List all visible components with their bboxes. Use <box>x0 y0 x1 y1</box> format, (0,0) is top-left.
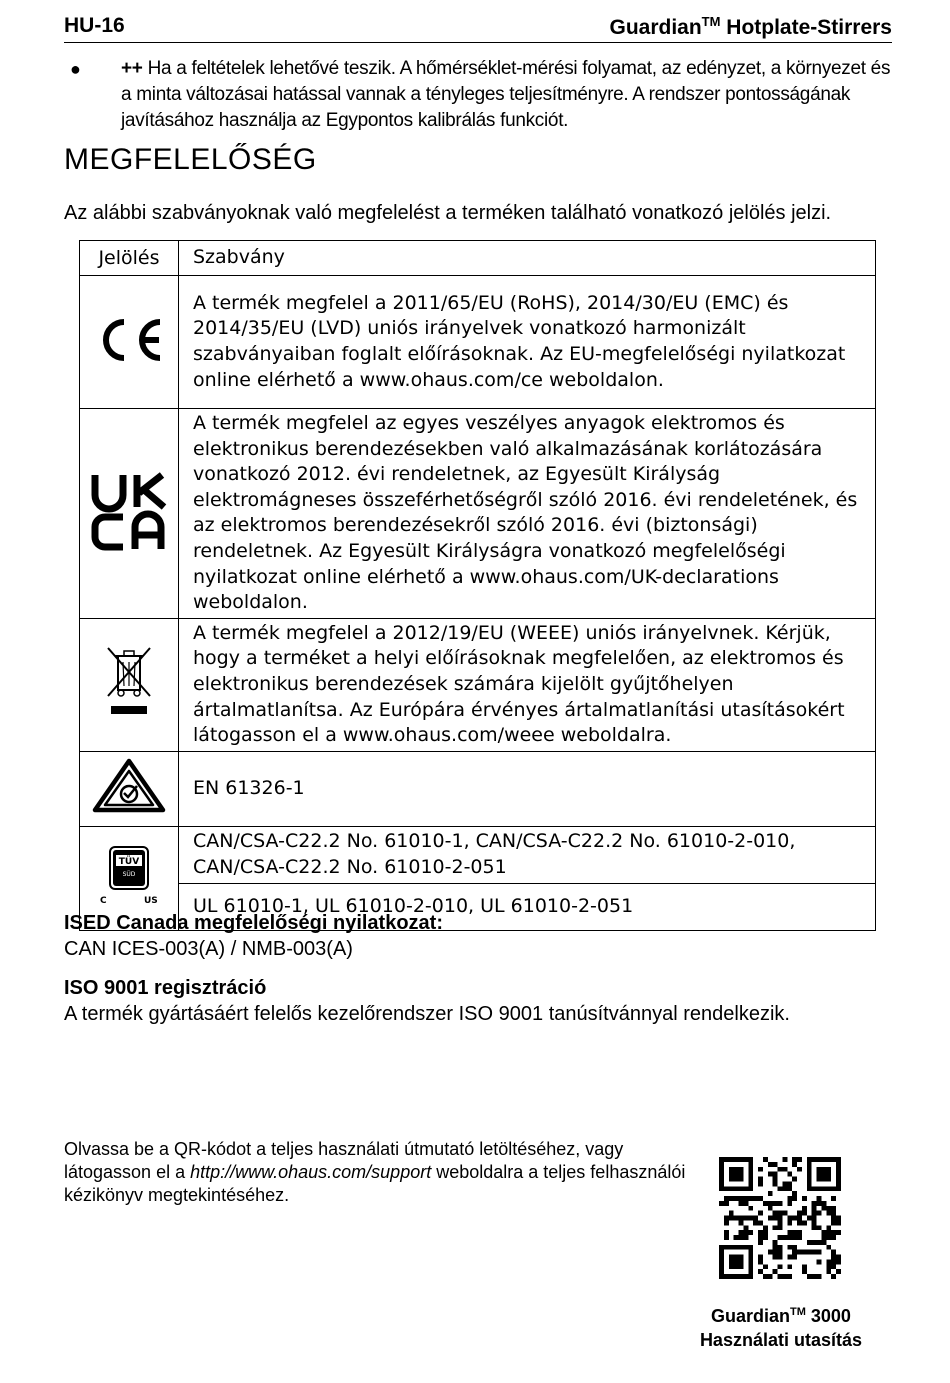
header-trademark: TM <box>701 14 721 29</box>
note-body: Ha a feltételek lehetővé teszik. A hőmérséklet-mérési folyamat, az edényzet, a környezet és a minta változásai hatással vannak a tényleges teljesítményre. A rendszer pontosságának javításához használja az Egypontos kalibrálás funkciót. <box>121 58 891 131</box>
iso-title: ISO 9001 regisztráció <box>64 977 267 999</box>
table-row <box>80 751 876 826</box>
page-code: HU-16 <box>64 14 125 37</box>
ised-title: ISED Canada megfelelőségi nyilatkozat: <box>64 912 443 934</box>
table-row <box>80 409 876 619</box>
weee-bin-icon <box>104 646 154 718</box>
compliance-table <box>79 240 876 931</box>
footer-trademark: TM <box>790 1306 806 1318</box>
tuv-c-label: C <box>100 895 107 906</box>
footer-subtitle: Használati utasítás <box>699 1330 862 1350</box>
table-row <box>80 618 876 751</box>
qr-code-icon[interactable] <box>719 1157 841 1279</box>
tuv-sub-label: SÜD <box>122 870 136 878</box>
note-marker: ++ <box>121 58 143 79</box>
footer-product-name: Guardian <box>710 1306 790 1326</box>
table-header-row <box>80 241 876 276</box>
bullet-dot: ● <box>70 59 81 79</box>
rcm-mark-icon <box>91 758 167 814</box>
qr-text-before: Olvassa be a QR-kódot a teljes használati útmutató letöltéséhez, vagy látogasson el a <box>64 1139 624 1182</box>
footer-title <box>700 1300 862 1352</box>
section-intro: Az alábbi szabványoknak való megfelelést a terméken található vonatkozó jelölés jelzi. <box>64 202 832 224</box>
support-link[interactable]: http://www.ohaus.com/support <box>190 1162 432 1182</box>
col-header-standard: Szabvány <box>179 241 876 276</box>
rcm-mark-cell <box>80 751 179 826</box>
ukca-mark-icon <box>89 471 169 551</box>
qr-instructions <box>64 1138 704 1207</box>
footer-model: 3000 <box>805 1306 851 1326</box>
rcm-standard-text: EN 61326-1 <box>179 751 876 826</box>
header-product-suffix: Hotplate-Stirrers <box>720 16 892 39</box>
section-title: MEGFELELŐSÉG <box>64 143 317 176</box>
ce-mark-icon <box>93 316 165 364</box>
ukca-standard-text: A termék megfelel az egyes veszélyes anyagok elektromos és elektronikus berendezésekben való alkalmazásának korlátozására vonatkozó 2012. évi rendeletnek, az Egyesült Királyság elektromágneses összeférhetőségről szóló 2016. évi rendeletének, és az elektromos berendezésekről szóló 2016. évi (biztonsági) rendeletnek. Az Egyesült Királyságra vonatkozó megfelelőségi nyilatkozat online elérhető a www.ohaus.com/UK-declarations weboldalon. <box>179 409 876 619</box>
tuv-us-label: US <box>144 895 158 906</box>
table-row <box>80 276 876 409</box>
col-header-mark: Jelölés <box>80 241 179 276</box>
note-text <box>121 56 891 134</box>
table-row <box>80 826 876 883</box>
weee-mark-cell <box>80 618 179 751</box>
csa-standard-text: CAN/CSA-C22.2 No. 61010-1, CAN/CSA-C22.2 No. 61010-2-010, CAN/CSA-C22.2 No. 61010-2-051 <box>179 826 876 883</box>
ce-mark-cell <box>80 276 179 409</box>
header-product-name: Guardian <box>609 16 702 39</box>
ul-standard-text: UL 61010-1, UL 61010-2-010, UL 61010-2-051 <box>179 883 876 930</box>
ukca-mark-cell <box>80 409 179 619</box>
header-product-title <box>609 14 892 40</box>
ised-text: CAN ICES-003(A) / NMB-003(A) <box>64 938 353 960</box>
tuv-label: TÜV <box>118 856 140 867</box>
iso-text: A termék gyártásáért felelős kezelőrendszer ISO 9001 tanúsítvánnyal rendelkezik. <box>64 1003 790 1025</box>
weee-standard-text: A termék megfelel a 2012/19/EU (WEEE) uniós irányelvnek. Kérjük, hogy a terméket a helyi előírásoknak megfelelően, az elektromos és elektronikus berendezések számára kijelölt gyűjtőhelyen ártalmatlanítsa. Az Európára érvényes ártalmatlanítási utasításokért látogasson el a www.ohaus.com/weee weboldalra. <box>179 618 876 751</box>
qr-text-after: weboldalra a teljes felhasználói kézikönyv megtekintéséhez. <box>64 1162 686 1205</box>
tuv-sud-mark-icon <box>96 845 162 907</box>
ce-standard-text: A termék megfelel a 2011/65/EU (RoHS), 2014/30/EU (EMC) és 2014/35/EU (LVD) uniós irányelvek vonatkozó harmonizált szabványaiban foglalt előírásoknak. Az EU-megfelelőségi nyilatkozat online elérhető a www.ohaus.com/ce weboldalon. <box>179 276 876 409</box>
page-header <box>64 12 892 43</box>
footer-product <box>700 1300 862 1328</box>
